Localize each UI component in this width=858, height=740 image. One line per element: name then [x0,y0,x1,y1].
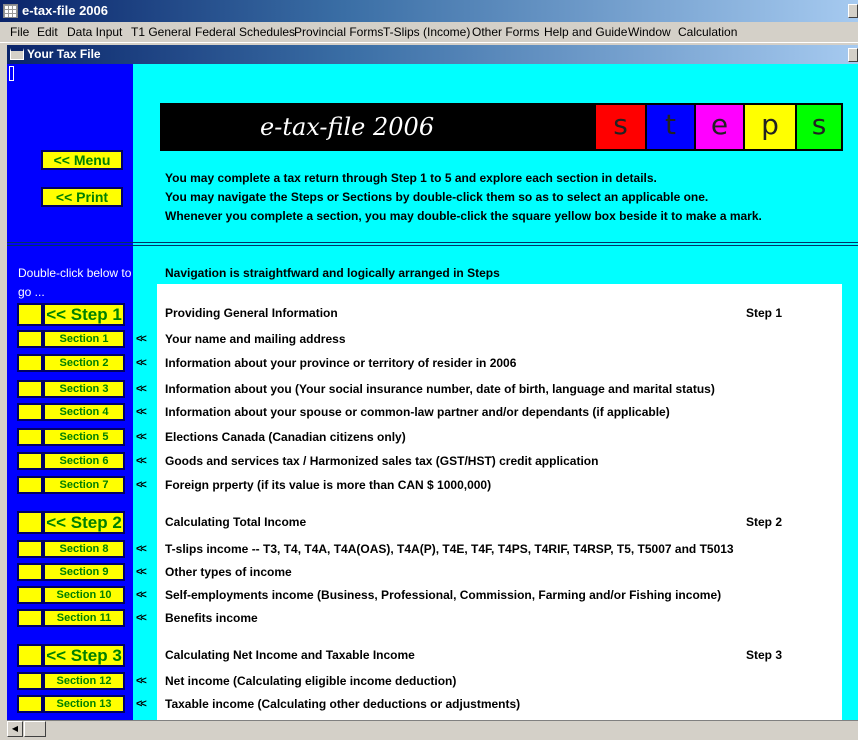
section-8-mark-box[interactable] [17,540,43,558]
section-12-mark-box[interactable] [17,672,43,690]
app-title: e-tax-file 2006 [22,3,108,18]
section-3-mark-box[interactable] [17,380,43,398]
arrow-icon: << [136,589,145,601]
print-button[interactable]: << Print [41,187,123,207]
scroll-left-arrow-icon[interactable]: ◀ [7,721,23,737]
section-10-text[interactable]: Self-employments income (Business, Professional, Commission, Farming and/or Fishing income) [165,588,722,602]
menu-provincial-forms[interactable]: Provincial Forms [294,25,384,39]
steps-letter-t: t [647,105,694,149]
section-9-mark-box[interactable] [17,563,43,581]
section-12-button[interactable]: Section 12 [43,672,125,690]
menu-bar [0,22,858,43]
step-2-label: Step 2 [746,515,783,529]
section-6-text[interactable]: Goods and services tax / Harmonized sales tax (GST/HST) credit application [165,454,599,468]
window-icon [10,48,24,60]
step-2-mark-box[interactable] [17,511,43,534]
menu-calculation[interactable]: Calculation [678,25,738,39]
steps-letter-s1: s [596,105,645,149]
sidebar-hint: Double-click below to go ... [18,266,132,299]
arrow-icon: << [136,357,145,369]
intro-line-1: You may complete a tax return through Step 1 to 5 and explore each section in details. [165,171,657,185]
section-3-text[interactable]: Information about you (Your social insurance number, date of birth, language and marital status) [165,382,715,396]
section-7-button[interactable]: Section 7 [43,476,125,494]
section-10-button[interactable]: Section 10 [43,586,125,604]
scrollbar-thumb[interactable] [24,721,46,737]
banner [160,103,843,151]
arrow-icon: << [136,698,145,710]
tax-file-client-area [7,64,858,720]
section-9-text[interactable]: Other types of income [165,565,292,579]
section-4-text[interactable]: Information about your spouse or common-law partner and/or dependants (if applicable) [165,405,670,419]
step-3-button[interactable]: << Step 3 [43,644,125,667]
section-2-mark-box[interactable] [17,354,43,372]
arrow-icon: << [136,479,145,491]
section-11-button[interactable]: Section 11 [43,609,125,627]
section-4-button[interactable]: Section 4 [43,403,125,421]
section-6-mark-box[interactable] [17,452,43,470]
arrow-icon: << [136,566,145,578]
section-5-mark-box[interactable] [17,428,43,446]
section-3-button[interactable]: Section 3 [43,380,125,398]
step-1-label: Step 1 [746,306,783,320]
navigation-heading: Navigation is straightfward and logically arranged in Steps [165,266,500,280]
arrow-icon: << [136,406,145,418]
section-2-text[interactable]: Information about your province or territory of resider in 2006 [165,356,517,370]
section-6-button[interactable]: Section 6 [43,452,125,470]
step-1-heading: Providing General Information [165,306,338,320]
intro-line-2: You may navigate the Steps or Sections by double-click them so as to select an applicable one. [165,190,709,204]
divider [7,242,858,243]
section-12-text[interactable]: Net income (Calculating eligible income deduction) [165,674,457,688]
section-2-button[interactable]: Section 2 [43,354,125,372]
steps-letter-e: e [696,105,743,149]
menu-edit[interactable]: Edit [37,25,58,39]
section-11-text[interactable]: Benefits income [165,611,258,625]
child-window-title: Your Tax File [27,47,101,61]
menu-other-forms[interactable]: Other Forms [472,25,540,39]
section-10-mark-box[interactable] [17,586,43,604]
section-7-text[interactable]: Foreign prperty (if its value is more than CAN $ 1000,000) [165,478,492,492]
section-5-button[interactable]: Section 5 [43,428,125,446]
arrow-icon: << [136,612,145,624]
section-4-mark-box[interactable] [17,403,43,421]
section-11-mark-box[interactable] [17,609,43,627]
focus-marker [9,66,14,81]
step-3-label: Step 3 [746,648,783,662]
section-1-button[interactable]: Section 1 [43,330,125,348]
section-7-mark-box[interactable] [17,476,43,494]
section-1-mark-box[interactable] [17,330,43,348]
arrow-icon: << [136,543,145,555]
arrow-icon: << [136,675,145,687]
intro-line-3: Whenever you complete a section, you may double-click the square yellow box beside it to make a mark. [165,209,762,223]
app-icon [3,4,18,18]
step-2-heading: Calculating Total Income [165,515,307,529]
section-8-button[interactable]: Section 8 [43,540,125,558]
menu-button[interactable]: << Menu [41,150,123,170]
menu-t1-general[interactable]: T1 General [131,25,192,39]
child-window-title-bar [7,45,858,64]
menu-data-input[interactable]: Data Input [67,25,123,39]
banner-title: e-tax-file 2006 [260,113,435,141]
section-13-mark-box[interactable] [17,695,43,713]
steps-letter-s2: s [797,105,841,149]
section-13-text[interactable]: Taxable income (Calculating other deductions or adjustments) [165,697,521,711]
section-9-button[interactable]: Section 9 [43,563,125,581]
horizontal-scrollbar[interactable] [7,720,858,737]
menu-window[interactable]: Window [628,25,671,39]
section-5-text[interactable]: Elections Canada (Canadian citizens only) [165,430,406,444]
menu-federal-schedules[interactable]: Federal Schedules [195,25,296,39]
section-1-text[interactable]: Your name and mailing address [165,332,346,346]
app-title-bar [0,0,858,22]
arrow-icon: << [136,455,145,467]
steps-letter-p: p [745,105,795,149]
step-1-mark-box[interactable] [17,303,43,326]
menu-help-and-guide[interactable]: Help and Guide [544,25,628,39]
step-2-button[interactable]: << Step 2 [43,511,125,534]
child-minimize-button[interactable] [848,48,858,62]
menu-file[interactable]: File [10,25,30,39]
arrow-icon: << [136,383,145,395]
minimize-button[interactable] [848,4,858,18]
divider [7,245,858,246]
arrow-icon: << [136,333,145,345]
step-1-button[interactable]: << Step 1 [43,303,125,326]
section-8-text[interactable]: T-slips income -- T3, T4, T4A, T4A(OAS), T4A(P), T4E, T4F, T4PS, T4RIF, T4RSP, T5, T5007 and T5013 [165,542,734,556]
step-3-mark-box[interactable] [17,644,43,667]
section-13-button[interactable]: Section 13 [43,695,125,713]
arrow-icon: << [136,431,145,443]
menu-t-slips[interactable]: T-Slips (Income) [383,25,471,39]
step-3-heading: Calculating Net Income and Taxable Income [165,648,415,662]
